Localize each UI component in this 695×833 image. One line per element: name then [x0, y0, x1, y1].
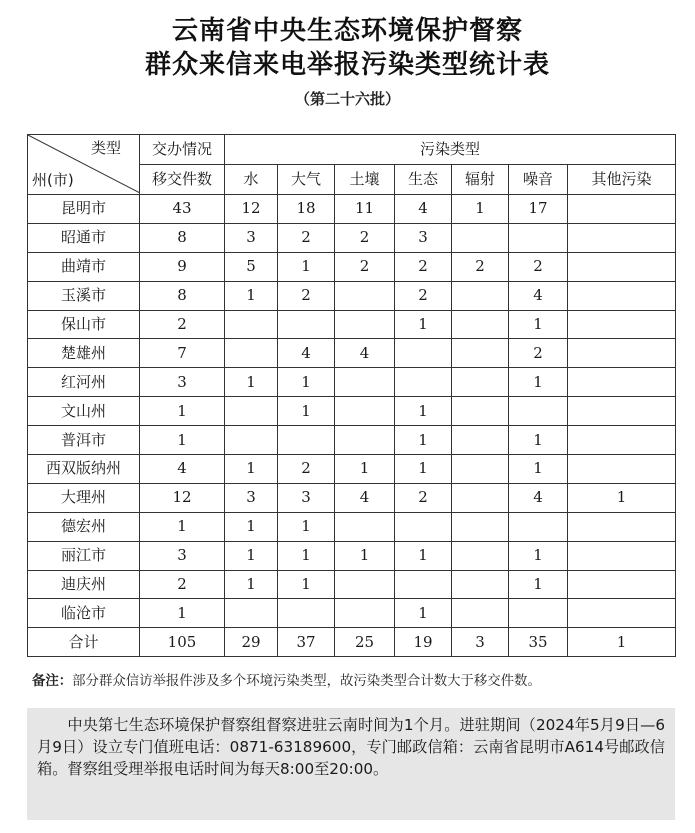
pollution-count-cell: 4	[335, 339, 395, 368]
pollution-count-cell	[509, 223, 568, 252]
pollution-count-cell: 3	[395, 223, 452, 252]
pollution-count-cell: 1	[278, 252, 335, 281]
table-row	[28, 339, 676, 368]
corner-city-label: 州(市)	[32, 171, 74, 189]
pollution-count-cell: 1	[395, 599, 452, 628]
pollution-count-cell: 2	[278, 455, 335, 484]
pollution-count-cell	[568, 195, 676, 224]
table-row	[28, 397, 676, 426]
transfer-count-cell: 2	[140, 310, 225, 339]
table-row	[28, 223, 676, 252]
table-row	[28, 483, 676, 512]
city-name-cell: 红河州	[28, 368, 140, 397]
pollution-count-cell: 29	[225, 628, 278, 657]
pollution-count-cell	[335, 426, 395, 455]
pollution-count-cell: 2	[395, 252, 452, 281]
pollution-count-cell: 4	[509, 281, 568, 310]
footnote	[32, 670, 682, 689]
pollution-count-cell: 1	[335, 541, 395, 570]
pollution-count-cell: 1	[509, 570, 568, 599]
pollution-count-cell: 1	[568, 628, 676, 657]
pollution-count-cell	[395, 339, 452, 368]
pollution-count-cell	[452, 397, 509, 426]
pollution-count-cell	[225, 310, 278, 339]
pollution-count-cell	[452, 426, 509, 455]
pollution-count-cell: 3	[225, 483, 278, 512]
city-name-cell: 西双版纳州	[28, 455, 140, 484]
transfer-count-cell: 1	[140, 397, 225, 426]
pollution-count-cell: 1	[225, 455, 278, 484]
pollution-count-cell: 2	[509, 252, 568, 281]
pollution-count-cell	[568, 512, 676, 541]
footnote-text: 部分群众信访举报件涉及多个环境污染类型，故污染类型合计数大于移交件数。	[72, 674, 541, 689]
city-name-cell: 普洱市	[28, 426, 140, 455]
transfer-count-cell: 105	[140, 628, 225, 657]
city-name-cell: 德宏州	[28, 512, 140, 541]
pollution-count-cell	[452, 310, 509, 339]
pollution-count-cell	[225, 397, 278, 426]
pollution-count-cell: 2	[509, 339, 568, 368]
transfer-count-cell: 3	[140, 541, 225, 570]
pollution-count-cell: 3	[452, 628, 509, 657]
group-header-handling: 交办情况	[140, 135, 225, 165]
pollution-count-cell: 19	[395, 628, 452, 657]
col-header-pollution: 大气	[278, 165, 335, 195]
pollution-count-cell: 25	[335, 628, 395, 657]
pollution-count-cell: 1	[395, 397, 452, 426]
pollution-count-cell	[395, 512, 452, 541]
pollution-count-cell: 1	[395, 310, 452, 339]
pollution-count-cell: 1	[278, 512, 335, 541]
pollution-count-cell: 1	[278, 368, 335, 397]
transfer-count-cell: 1	[140, 426, 225, 455]
city-name-cell: 大理州	[28, 483, 140, 512]
pollution-count-cell	[568, 397, 676, 426]
pollution-count-cell	[395, 570, 452, 599]
table-row	[28, 368, 676, 397]
pollution-count-cell: 1	[395, 455, 452, 484]
transfer-count-cell: 7	[140, 339, 225, 368]
pollution-count-cell: 1	[225, 512, 278, 541]
pollution-count-cell	[225, 426, 278, 455]
pollution-count-cell	[452, 368, 509, 397]
pollution-count-cell: 3	[225, 223, 278, 252]
pollution-count-cell: 1	[278, 397, 335, 426]
group-header-pollution: 污染类型	[225, 135, 676, 165]
pollution-count-cell: 1	[395, 541, 452, 570]
pollution-count-cell: 1	[278, 570, 335, 599]
pollution-count-cell	[335, 368, 395, 397]
pollution-count-cell: 4	[509, 483, 568, 512]
city-name-cell: 临沧市	[28, 599, 140, 628]
pollution-count-cell	[509, 397, 568, 426]
pollution-count-cell	[452, 483, 509, 512]
city-name-cell: 曲靖市	[28, 252, 140, 281]
pollution-count-cell	[335, 281, 395, 310]
col-header-pollution: 噪音	[509, 165, 568, 195]
pollution-count-cell	[278, 599, 335, 628]
table-row	[28, 281, 676, 310]
pollution-stats-table	[27, 134, 676, 657]
transfer-count-cell: 12	[140, 483, 225, 512]
city-name-cell: 迪庆州	[28, 570, 140, 599]
pollution-count-cell	[568, 541, 676, 570]
col-header-transfer: 移交件数	[140, 165, 225, 195]
city-name-cell: 昭通市	[28, 223, 140, 252]
pollution-count-cell	[568, 599, 676, 628]
city-name-cell: 楚雄州	[28, 339, 140, 368]
transfer-count-cell: 2	[140, 570, 225, 599]
pollution-count-cell: 1	[278, 541, 335, 570]
pollution-count-cell: 1	[452, 195, 509, 224]
pollution-count-cell: 1	[509, 368, 568, 397]
city-name-cell: 合计	[28, 628, 140, 657]
col-header-pollution: 水	[225, 165, 278, 195]
transfer-count-cell: 8	[140, 223, 225, 252]
col-header-pollution: 辐射	[452, 165, 509, 195]
pollution-count-cell: 2	[278, 223, 335, 252]
pollution-count-cell	[335, 570, 395, 599]
pollution-count-cell: 4	[395, 195, 452, 224]
transfer-count-cell: 1	[140, 512, 225, 541]
pollution-count-cell: 1	[335, 455, 395, 484]
pollution-count-cell: 35	[509, 628, 568, 657]
pollution-count-cell	[509, 599, 568, 628]
pollution-count-cell	[395, 368, 452, 397]
pollution-count-cell: 2	[452, 252, 509, 281]
pollution-count-cell	[335, 397, 395, 426]
pollution-count-cell	[452, 512, 509, 541]
pollution-count-cell	[452, 223, 509, 252]
pollution-count-cell	[452, 541, 509, 570]
pollution-count-cell	[568, 570, 676, 599]
pollution-count-cell: 4	[335, 483, 395, 512]
pollution-count-cell	[568, 455, 676, 484]
batch-subtitle: （第二十六批）	[294, 90, 400, 108]
pollution-count-cell: 4	[278, 339, 335, 368]
info-text: 中央第七生态环境保护督察组督察进驻云南时间为1个月。进驻期间（2024年5月9日—6月9日）设立专门值班电话：0871-63189600，专门邮政信箱：云南省昆明市A614号邮政信箱。督察组受理举报电话时间为每天8:00至20:00。	[37, 716, 665, 778]
table-row	[28, 455, 676, 484]
pollution-count-cell: 17	[509, 195, 568, 224]
transfer-count-cell: 9	[140, 252, 225, 281]
transfer-count-cell: 3	[140, 368, 225, 397]
pollution-count-cell: 1	[509, 455, 568, 484]
pollution-count-cell	[278, 310, 335, 339]
pollution-count-cell: 2	[278, 281, 335, 310]
pollution-count-cell	[335, 599, 395, 628]
pollution-count-cell	[568, 339, 676, 368]
pollution-count-cell	[225, 339, 278, 368]
pollution-count-cell	[335, 512, 395, 541]
pollution-count-cell	[568, 252, 676, 281]
pollution-count-cell	[452, 599, 509, 628]
total-row	[28, 628, 676, 657]
pollution-count-cell: 2	[395, 281, 452, 310]
col-header-pollution: 其他污染	[568, 165, 676, 195]
pollution-count-cell: 2	[335, 223, 395, 252]
pollution-count-cell: 1	[509, 541, 568, 570]
city-name-cell: 昆明市	[28, 195, 140, 224]
pollution-count-cell: 3	[278, 483, 335, 512]
pollution-count-cell	[278, 426, 335, 455]
pollution-count-cell: 2	[395, 483, 452, 512]
pollution-count-cell	[452, 455, 509, 484]
col-header-pollution: 生态	[395, 165, 452, 195]
transfer-count-cell: 8	[140, 281, 225, 310]
pollution-count-cell	[568, 281, 676, 310]
pollution-count-cell: 11	[335, 195, 395, 224]
pollution-count-cell	[452, 281, 509, 310]
footnote-label: 备注：	[32, 674, 73, 689]
page-title-line2: 群众来信来电举报污染类型统计表	[144, 50, 550, 80]
table-row	[28, 310, 676, 339]
pollution-count-cell: 1	[225, 541, 278, 570]
city-name-cell: 保山市	[28, 310, 140, 339]
pollution-count-cell: 1	[395, 426, 452, 455]
pollution-count-cell: 12	[225, 195, 278, 224]
city-name-cell: 丽江市	[28, 541, 140, 570]
table-row	[28, 541, 676, 570]
pollution-count-cell: 5	[225, 252, 278, 281]
transfer-count-cell: 43	[140, 195, 225, 224]
corner-type-label: 类型	[90, 139, 121, 157]
corner-header-cell	[28, 135, 140, 195]
col-header-pollution: 土壤	[335, 165, 395, 195]
city-name-cell: 文山州	[28, 397, 140, 426]
pollution-count-cell	[509, 512, 568, 541]
table-row	[28, 570, 676, 599]
page-title-line1: 云南省中央生态环境保护督察	[171, 16, 523, 46]
pollution-count-cell	[568, 426, 676, 455]
pollution-count-cell	[568, 223, 676, 252]
pollution-count-cell: 2	[335, 252, 395, 281]
pollution-count-cell: 1	[568, 483, 676, 512]
transfer-count-cell: 4	[140, 455, 225, 484]
pollution-count-cell: 1	[225, 368, 278, 397]
table-row	[28, 426, 676, 455]
pollution-count-cell: 1	[225, 281, 278, 310]
pollution-count-cell	[335, 310, 395, 339]
table-row	[28, 599, 676, 628]
pollution-count-cell: 18	[278, 195, 335, 224]
info-box	[27, 708, 675, 820]
pollution-count-cell	[452, 570, 509, 599]
pollution-count-cell: 1	[509, 310, 568, 339]
pollution-count-cell: 1	[225, 570, 278, 599]
pollution-count-cell	[225, 599, 278, 628]
pollution-count-cell: 1	[509, 426, 568, 455]
transfer-count-cell: 1	[140, 599, 225, 628]
table-row	[28, 195, 676, 224]
table-row	[28, 252, 676, 281]
city-name-cell: 玉溪市	[28, 281, 140, 310]
pollution-count-cell	[568, 368, 676, 397]
pollution-count-cell: 37	[278, 628, 335, 657]
pollution-count-cell	[568, 310, 676, 339]
pollution-count-cell	[452, 339, 509, 368]
table-row	[28, 512, 676, 541]
